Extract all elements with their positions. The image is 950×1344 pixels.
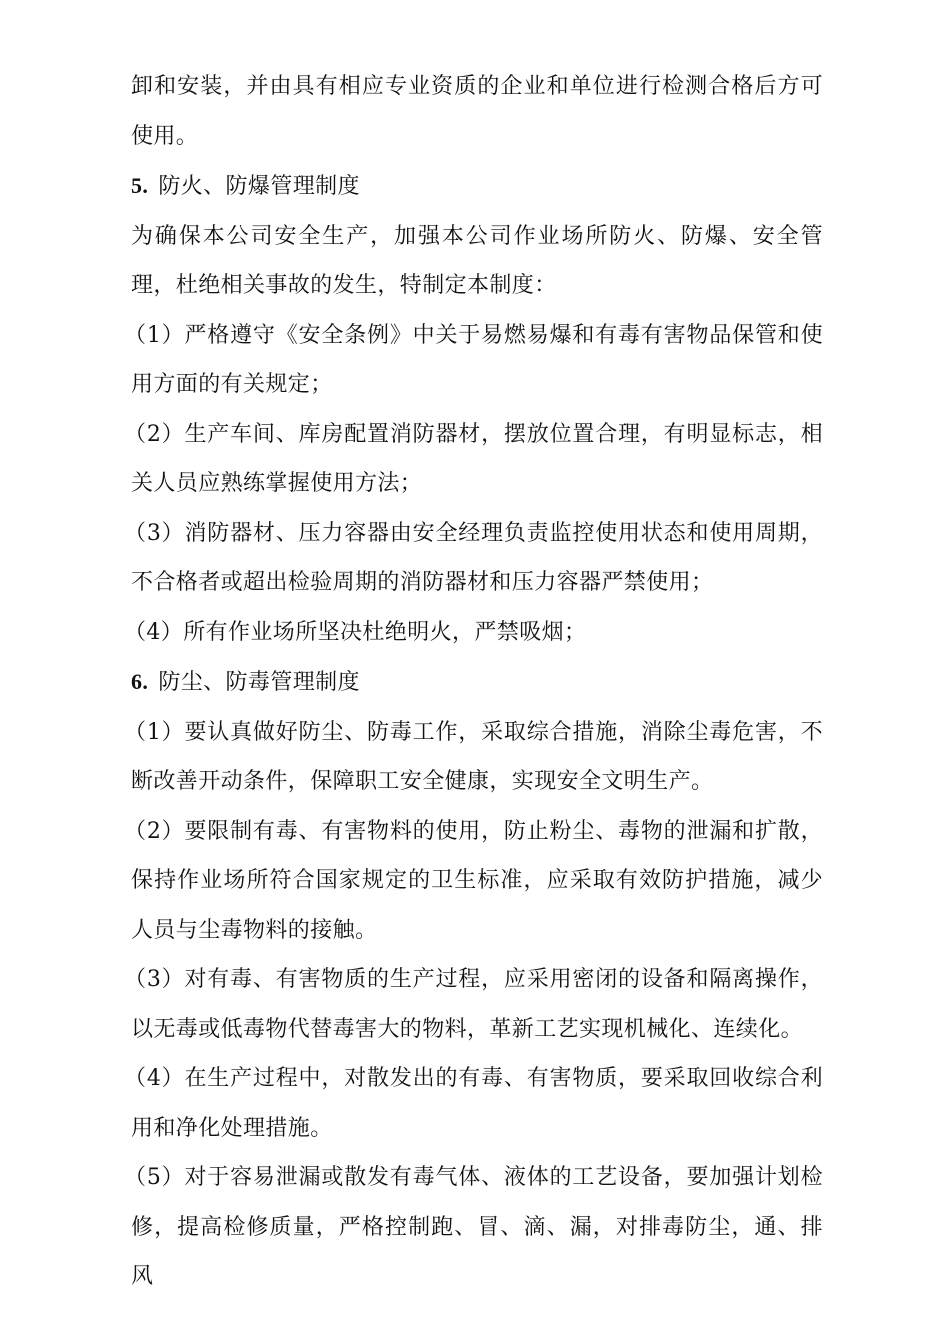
section-heading-5 <box>131 161 823 212</box>
list-item: （4）所有作业场所坚决杜绝明火，严禁吸烟； <box>124 619 587 645</box>
section-title: 防火、防爆管理制度 <box>158 174 360 199</box>
section-title: 防尘、防毒管理制度 <box>158 670 360 695</box>
list-item: （5）对于容易泄漏或散发有毒气体、液体的工艺设备，要加强计划检修，提高检修质量，严格控制跑、冒、滴、漏，对排毒防尘，通、排风 <box>124 1165 823 1289</box>
list-item: （2）要限制有毒、有害物料的使用，防止粉尘、毒物的泄漏和扩散，保持作业场所符合国家规定的卫生标准，应采取有效防护措施，减少人员与尘毒物料的接触。 <box>124 818 823 943</box>
list-item: （4）在生产过程中，对散发出的有毒、有害物质，要采取回收综合利用和净化处理措施。 <box>124 1066 823 1141</box>
section-number: 5. <box>131 173 149 198</box>
section-heading-6 <box>131 657 823 708</box>
list-item: （1）要认真做好防尘、防毒工作，采取综合措施，消除尘毒危害，不断改善开动条件，保障职工安全健康，实现安全文明生产。 <box>124 719 823 794</box>
section-intro: 为确保本公司安全生产，加强本公司作业场所防火、防爆、安全管理，杜绝相关事故的发生，特制定本制度： <box>131 223 823 298</box>
document-page <box>124 62 823 1302</box>
list-item: （3）对有毒、有害物质的生产过程，应采用密闭的设备和隔离操作，以无毒或低毒物代替毒害大的物料，革新工艺实现机械化、连续化。 <box>124 967 823 1042</box>
paragraph-continuation: 卸和安装，并由具有相应专业资质的企业和单位进行检测合格后方可使用。 <box>131 74 823 149</box>
list-item: （2）生产车间、库房配置消防器材，摆放位置合理，有明显标志，相关人员应熟练掌握使用方法； <box>124 421 823 496</box>
list-item: （3）消防器材、压力容器由安全经理负责监控使用状态和使用周期，不合格者或超出检验周期的消防器材和压力容器严禁使用； <box>124 520 823 595</box>
list-item: （1）严格遵守《安全条例》中关于易燃易爆和有毒有害物品保管和使用方面的有关规定； <box>124 322 823 397</box>
section-number: 6. <box>131 669 149 694</box>
